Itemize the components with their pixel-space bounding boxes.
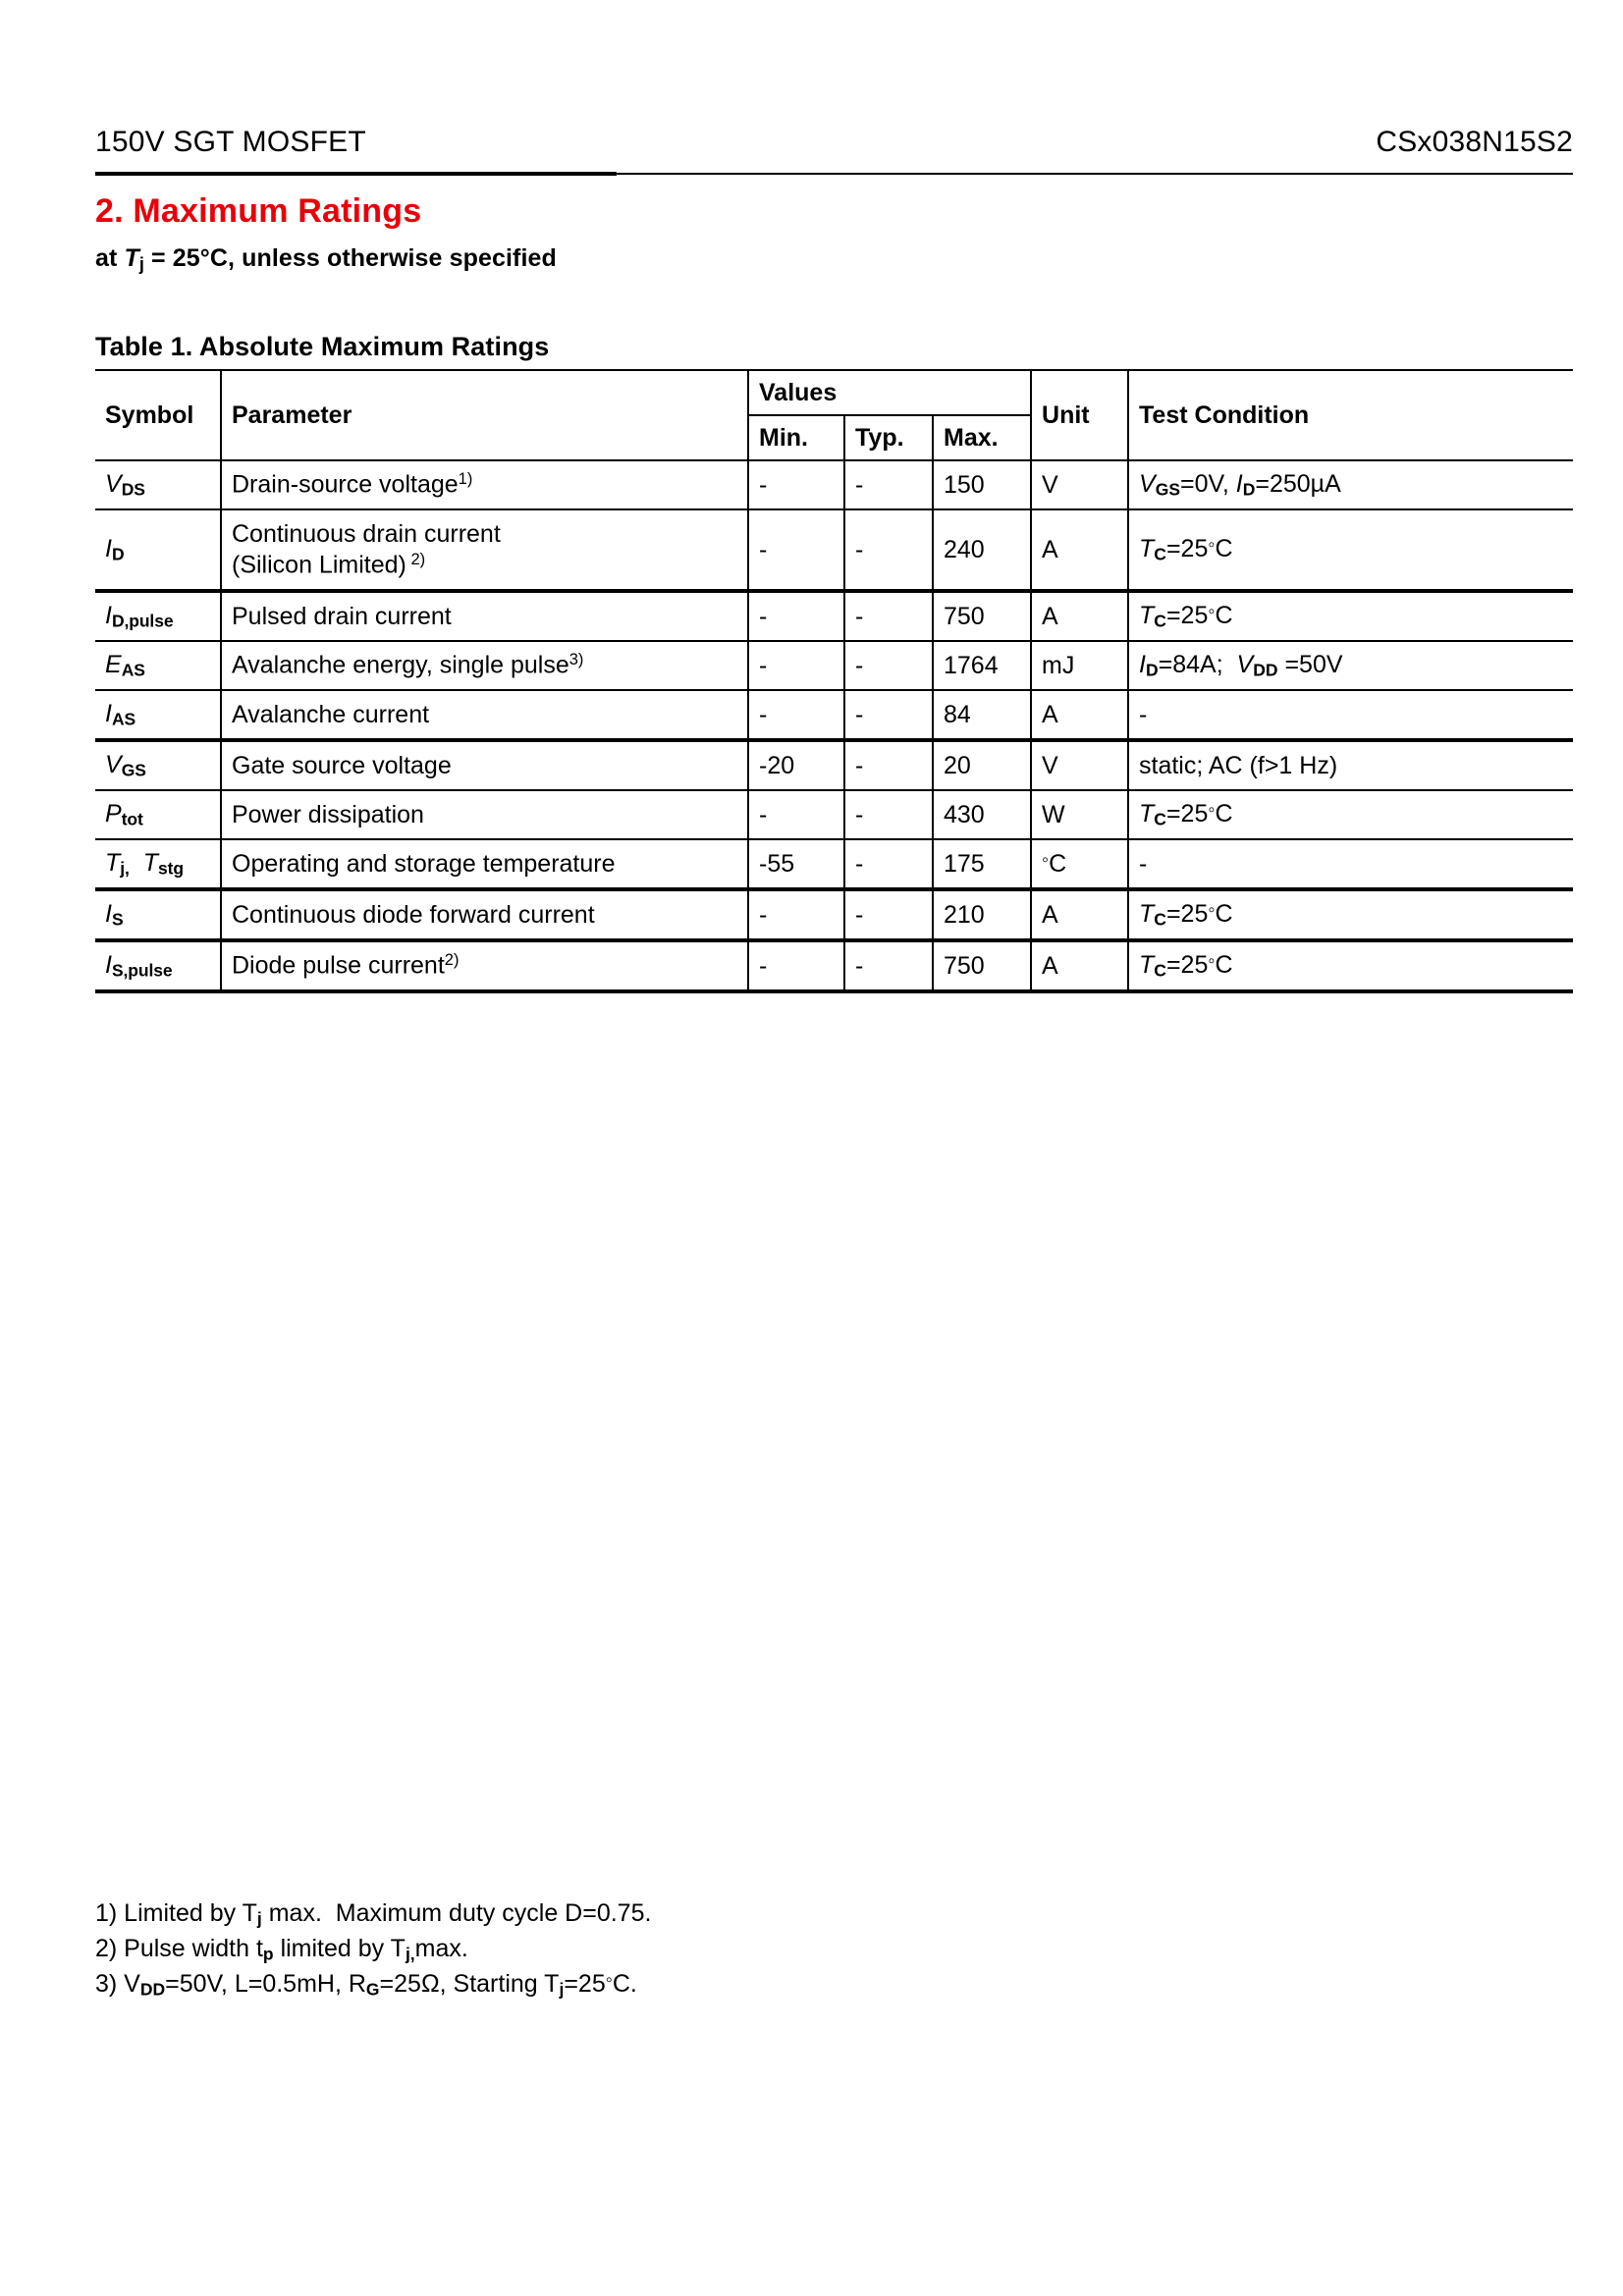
row-test-condition: $V_{GS}=0V$, $I_D=250\mu A$ xyxy=(1128,460,1573,509)
row-unit: A xyxy=(1031,509,1128,591)
row-parameter: Avalanche current xyxy=(221,690,748,740)
row-parameter: Continuous drain current (Silicon Limited) $^{2)}$ xyxy=(221,509,748,591)
row-typ: - xyxy=(844,889,933,940)
row-symbol: $I_{AS}$ xyxy=(95,690,221,740)
row-max: 1764 xyxy=(933,641,1031,690)
running-header xyxy=(95,0,1573,194)
row-min: -55 xyxy=(748,839,844,889)
table-row xyxy=(95,839,1573,889)
row-unit: V xyxy=(1031,740,1128,790)
row-min: - xyxy=(748,641,844,690)
row-max: 20 xyxy=(933,740,1031,790)
row-min: - xyxy=(748,460,844,509)
row-parameter: Drain-source voltage$^{1)}$ xyxy=(221,460,748,509)
col-header-min: Min. xyxy=(748,415,844,460)
row-min: - xyxy=(748,509,844,591)
row-test-condition: - xyxy=(1128,690,1573,740)
row-parameter: Continuous diode forward current xyxy=(221,889,748,940)
table-header-row-1 xyxy=(95,370,1573,415)
row-max: 750 xyxy=(933,591,1031,641)
subtitle-prefix: at xyxy=(95,244,125,272)
row-parameter: Gate source voltage xyxy=(221,740,748,790)
row-unit: A xyxy=(1031,690,1128,740)
row-max: 750 xyxy=(933,940,1031,991)
row-symbol: $V_{DS}$ xyxy=(95,460,221,509)
row-max: 150 xyxy=(933,460,1031,509)
row-min: - xyxy=(748,790,844,839)
row-test-condition: $T_C=25^◦C$ xyxy=(1128,940,1573,991)
col-header-max: Max. xyxy=(933,415,1031,460)
section-title: 2. Maximum Ratings xyxy=(95,192,422,230)
row-test-condition: static; AC (f>1 Hz) xyxy=(1128,740,1573,790)
col-header-unit: Unit xyxy=(1031,370,1128,460)
row-test-condition: $T_C=25^◦C$ xyxy=(1128,591,1573,641)
row-symbol: $P_{tot}$ xyxy=(95,790,221,839)
row-unit: A xyxy=(1031,889,1128,940)
row-max: 175 xyxy=(933,839,1031,889)
row-test-condition: $T_C=25^◦C$ xyxy=(1128,889,1573,940)
row-symbol: $I_{S,pulse}$ xyxy=(95,940,221,991)
table-row xyxy=(95,509,1573,591)
header-rule-thick xyxy=(95,172,617,176)
absolute-maximum-ratings-table xyxy=(95,369,1573,993)
row-min: - xyxy=(748,889,844,940)
table-row xyxy=(95,641,1573,690)
row-test-condition: $T_C=25^◦C$ xyxy=(1128,509,1573,591)
row-symbol: $E_{AS}$ xyxy=(95,641,221,690)
table-row xyxy=(95,460,1573,509)
table-row xyxy=(95,889,1573,940)
table-row xyxy=(95,690,1573,740)
col-header-parameter: Parameter xyxy=(221,370,748,460)
row-typ: - xyxy=(844,641,933,690)
row-max: 240 xyxy=(933,509,1031,591)
row-typ: - xyxy=(844,460,933,509)
row-unit: A xyxy=(1031,940,1128,991)
footnote-2: 2) Pulse width $t_p$ limited by $T_{j,}\max$. xyxy=(95,1934,468,1963)
row-typ: - xyxy=(844,940,933,991)
table-row xyxy=(95,790,1573,839)
subtitle-rest: = 25°C, unless otherwise specified xyxy=(143,244,557,272)
row-unit: A xyxy=(1031,591,1128,641)
header-part-number: CSx038N15S2 xyxy=(1376,126,1573,158)
row-symbol: $V_{GS}$ xyxy=(95,740,221,790)
row-unit: V xyxy=(1031,460,1128,509)
table-caption: Table 1. Absolute Maximum Ratings xyxy=(95,332,550,361)
table-row xyxy=(95,940,1573,991)
row-typ: - xyxy=(844,690,933,740)
col-header-symbol: Symbol xyxy=(95,370,221,460)
footnote-1: 1) Limited by $T_j$ max. Maximum duty cycle D=0.75. xyxy=(95,1899,652,1929)
row-unit: W xyxy=(1031,790,1128,839)
row-symbol: $I_D$ xyxy=(95,509,221,591)
row-min: -20 xyxy=(748,740,844,790)
row-symbol: $I_S$ xyxy=(95,889,221,940)
row-test-condition: $I_D=84A$; $V_{DD} =50V$ xyxy=(1128,641,1573,690)
row-parameter: Diode pulse current$^{2)}$ xyxy=(221,940,748,991)
row-test-condition: $T_C=25^◦C$ xyxy=(1128,790,1573,839)
col-header-values: Values xyxy=(748,370,1031,415)
col-header-typ: Typ. xyxy=(844,415,933,460)
table-row xyxy=(95,740,1573,790)
header-product-family: 150V SGT MOSFET xyxy=(95,126,366,158)
row-min: - xyxy=(748,690,844,740)
row-max: 84 xyxy=(933,690,1031,740)
section-subtitle xyxy=(95,244,557,275)
header-rule-thin xyxy=(617,173,1573,175)
row-unit: ◦C xyxy=(1031,839,1128,889)
subtitle-symbol-sub: j xyxy=(138,253,144,274)
row-parameter: Operating and storage temperature xyxy=(221,839,748,889)
footnotes xyxy=(95,1896,651,2002)
col-header-test-condition: Test Condition xyxy=(1128,370,1573,460)
table-body xyxy=(95,460,1573,991)
row-min: - xyxy=(748,591,844,641)
row-typ: - xyxy=(844,839,933,889)
footnote-3: 3) $V_{DD}=50V$, L=0.5mH, $R_G=25\Omega$, Starting $T_j=25^◦C$. xyxy=(95,1969,637,2000)
row-typ: - xyxy=(844,509,933,591)
table-row xyxy=(95,591,1573,641)
row-min: - xyxy=(748,940,844,991)
row-typ: - xyxy=(844,790,933,839)
row-max: 430 xyxy=(933,790,1031,839)
row-parameter: Power dissipation xyxy=(221,790,748,839)
row-symbol: $I_{D,pulse}$ xyxy=(95,591,221,641)
row-unit: mJ xyxy=(1031,641,1128,690)
row-test-condition: - xyxy=(1128,839,1573,889)
row-max: 210 xyxy=(933,889,1031,940)
row-symbol: $T_{j,}$ $T_{stg}$ xyxy=(95,839,221,889)
row-parameter: Avalanche energy, single pulse$^{3)}$ xyxy=(221,641,748,690)
row-typ: - xyxy=(844,591,933,641)
row-typ: - xyxy=(844,740,933,790)
row-parameter: Pulsed drain current xyxy=(221,591,748,641)
subtitle-symbol-main: T xyxy=(124,244,139,272)
